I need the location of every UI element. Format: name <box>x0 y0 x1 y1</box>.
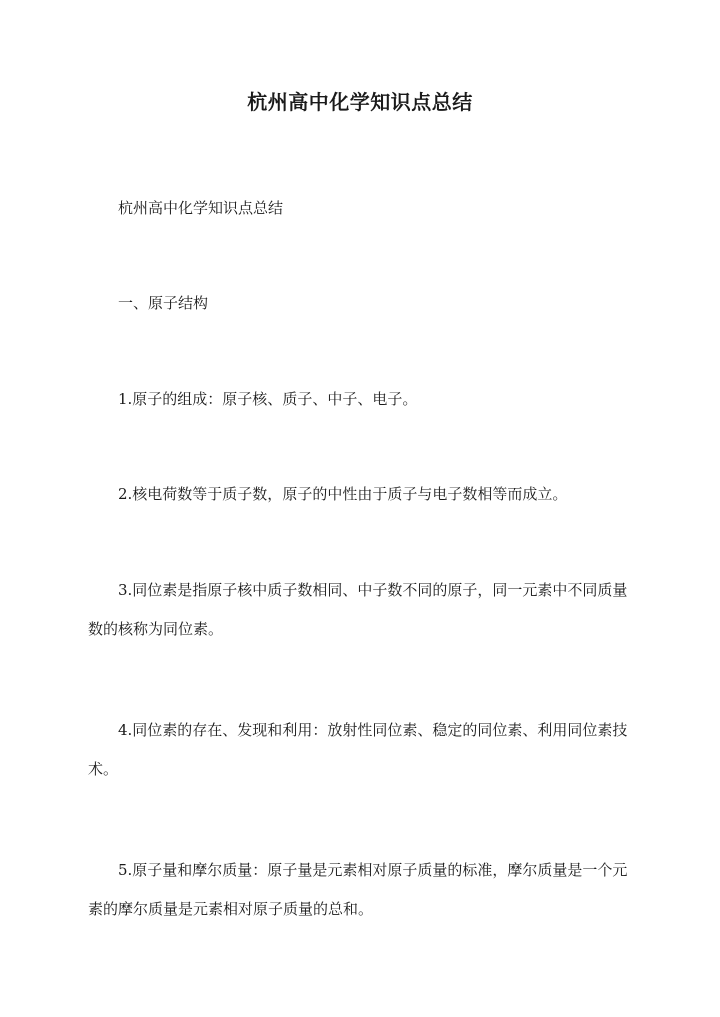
paragraph-subtitle: 杭州高中化学知识点总结 <box>118 199 284 217</box>
section-heading-atomic-structure: 一、原子结构 <box>118 294 209 312</box>
paragraph-item-5: 5.原子量和摩尔质量：原子量是元素相对原子质量的标准，摩尔质量是一个元素的摩尔质量是元素相对原子质量的总和。 <box>88 861 628 918</box>
paragraph-item-2: 2.核电荷数等于质子数，原子的中性由于质子与电子数相等而成立。 <box>118 485 568 503</box>
document-title: 杭州高中化学知识点总结 <box>247 90 473 114</box>
paragraph-item-1: 1.原子的组成：原子核、质子、中子、电子。 <box>118 390 418 408</box>
paragraph-item-3: 3.同位素是指原子核中质子数相同、中子数不同的原子，同一元素中不同质量数的核称为同位素。 <box>88 581 628 638</box>
paragraph-item-4: 4.同位素的存在、发现和利用：放射性同位素、稳定的同位素、利用同位素技术。 <box>88 721 628 778</box>
